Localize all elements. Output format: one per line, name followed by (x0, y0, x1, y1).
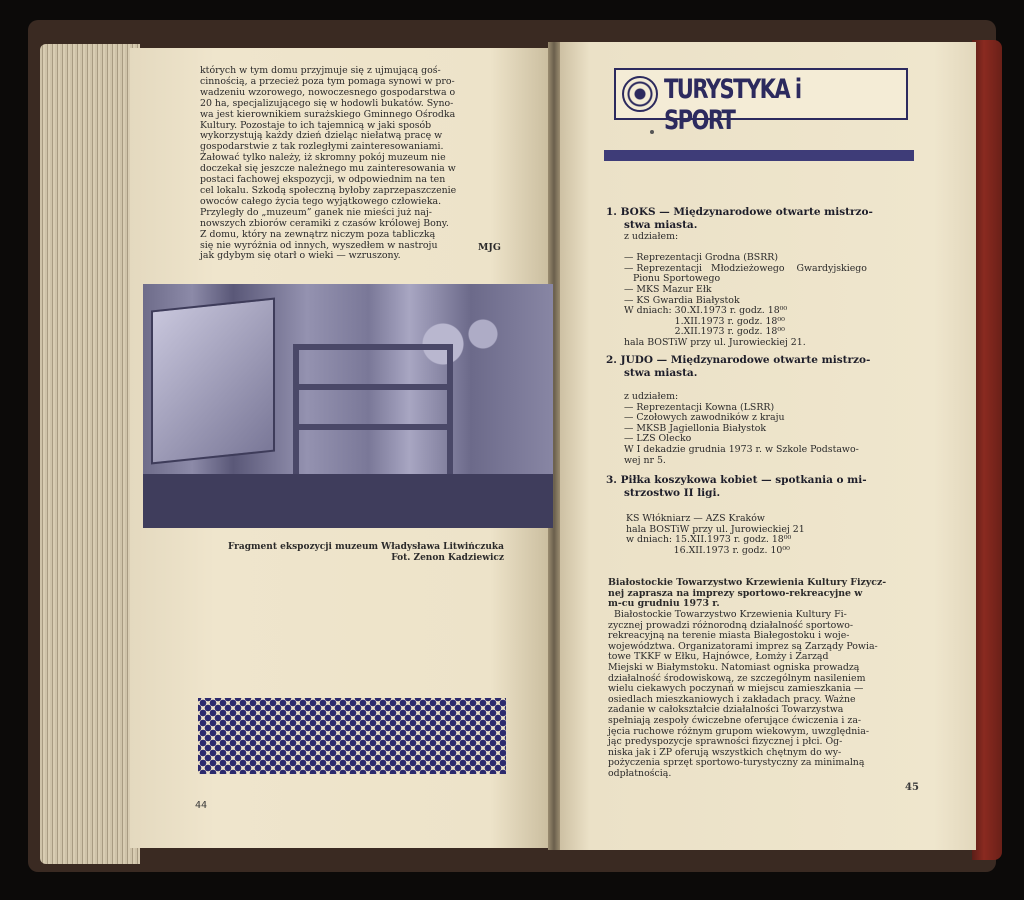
kosz-line: KS Włókniarz — AZS Kraków (626, 513, 765, 524)
btkkf-line: jęcia ruchowe różnym grupom wiekowym, uwzględnia- (608, 725, 869, 737)
author-signature: MJG (478, 242, 501, 253)
article-line: nowszych zbiorów ceramiki z czasów królowej Bony. (200, 217, 449, 229)
article-line: owoców całego życia tego wyjątkowego człowieka. (200, 195, 442, 207)
btkkf-line: spełniają zespoły ćwiczebne oferujące ćwiczenia i za- (608, 714, 862, 726)
btkkf-line: wielu ciekawych poczynań w miejscu zamieszkania — (608, 683, 864, 695)
btkkf-line: pożyczenia sprzęt sportowo-turystyczny za minimalną (608, 757, 865, 769)
article-line: których w tym domu przyjmuje się z ujmującą goś- (200, 65, 441, 76)
btkkf-line: Miejski w Białymstoku. Natomiast ogniska prowadzą (608, 661, 860, 673)
section-banner (614, 68, 908, 136)
judo-line: z udziałem: (624, 391, 679, 402)
btkkf-line: niska jak i ZP oferują wszystkich chętnym do wy- (608, 746, 842, 758)
print-dot (650, 130, 654, 134)
photo-shelf-post (447, 344, 453, 474)
decorative-checker-pattern (198, 698, 506, 774)
kosz-line: 16.XII.1973 r. godz. 10⁰⁰ (626, 544, 790, 556)
btkkf-line: rekreacyjną na terenie miasta Białegostoku i woje- (608, 630, 850, 642)
header-rule (604, 150, 914, 161)
photo-shelf (293, 344, 453, 350)
article-line: doczekał się jeszcze należnego mu zainteresowania w (200, 163, 456, 175)
boks-line: — Reprezentacji Grodna (BSRR) (624, 252, 778, 264)
judo-title-line1: 2. JUDO — Międzynarodowe otwarte mistrzo- (606, 354, 871, 366)
page-number-right: 45 (905, 782, 919, 793)
kosz-line: hala BOSTiW przy ul. Jurowieckiej 21 (626, 523, 805, 535)
article-line: Kultury. Pozostaje to ich tajemnicą w jaki sposób (200, 119, 432, 131)
museum-photo (143, 284, 553, 528)
article-line: wadzeniu wzorowego, nowoczesnego gospodarstwa o (200, 86, 456, 98)
caption-credit: Fot. Zenon Kadziewicz (391, 553, 504, 563)
photo-frame-object (151, 297, 275, 464)
btkkf-heading-line: nej zaprasza na imprezy sportowo-rekreacyjne w (608, 587, 863, 599)
kosz-line: w dniach: 15.XII.1973 r. godz. 18⁰⁰ (626, 534, 792, 546)
boks-title-line2: stwa miasta. (624, 219, 698, 231)
boks-line: 1.XII.1973 r. godz. 18⁰⁰ (624, 315, 785, 327)
judo-line: — LZS Olecko (624, 433, 692, 445)
photo-floor (143, 474, 553, 528)
article-line: cinnością, a przecież poza tym pomaga synowi w pro- (200, 75, 455, 87)
article-line: Żałować tylko należy, iż skromny pokój muzeum nie (200, 152, 446, 164)
btkkf-line: osiedlach mieszkaniowych i zakładach pracy. Ważne (608, 693, 856, 705)
boks-line: — Reprezentacji Młodzieżowego Gwardyjskiego (624, 262, 867, 274)
btkkf-line: odpłatnością. (608, 767, 672, 779)
cover-binding-edge (972, 40, 1002, 860)
boks-title-line1: 1. BOKS — Międzynarodowe otwarte mistrzo- (606, 206, 873, 218)
judo-line: — Reprezentacji Kowna (LSRR) (624, 401, 775, 413)
btkkf-line: Białostockie Towarzystwo Krzewienia Kultury Fi- (608, 609, 847, 620)
boks-line: W dniach: 30.XI.1973 r. godz. 18⁰⁰ (624, 305, 788, 317)
boks-line: — KS Gwardia Białystok (624, 294, 740, 306)
btkkf-heading-line: Białostockie Towarzystwo Krzewienia Kultury Fizycz- (608, 577, 887, 588)
boks-line: — MKS Mazur Ełk (624, 283, 712, 295)
judo-title (606, 354, 870, 380)
judo-title-line2: stwa miasta. (624, 367, 698, 379)
article-line: gospodarstwie z tak rozległymi zainteresowaniami. (200, 141, 444, 153)
boks-line: Pionu Sportowego (624, 273, 721, 285)
article-line: się nie wyróżnia od innych, wyszedłem w nastroju (200, 239, 438, 251)
btkkf-heading-line: m-cu grudniu 1973 r. (608, 598, 720, 610)
btkkf-heading (608, 578, 918, 610)
page-edges (40, 44, 140, 864)
page-number-left: 44 (195, 800, 208, 811)
compass-logo-icon (622, 76, 658, 112)
boks-line: 2.XII.1973 r. godz. 18⁰⁰ (624, 326, 785, 338)
article-line: postaci fachowej ekspozycji, w odpowiednim na ten (200, 174, 446, 186)
judo-line: wej nr 5. (624, 454, 666, 466)
boks-details (624, 232, 914, 349)
left-article-text (200, 66, 510, 262)
article-line: Z domu, który na zewnątrz niczym poza tabliczką (200, 228, 436, 240)
judo-details (624, 392, 914, 466)
boks-line: hala BOSTiW przy ul. Jurowieckiej 21. (624, 336, 806, 348)
btkkf-line: działalność środowiskową, ze szczególnym nasileniem (608, 672, 866, 684)
judo-line: W I dekadzie grudnia 1973 r. w Szkole Podstawo- (624, 443, 859, 455)
boks-title (606, 206, 873, 232)
kosz-title-line2: strzostwo II ligi. (624, 487, 721, 499)
btkkf-line: jąc predyspozycje sprawności fizycznej i płci. Og- (608, 736, 843, 748)
article-line: Przyległy do „muzeum” ganek nie mieści już naj- (200, 206, 432, 218)
caption-title: Fragment ekspozycji muzeum Władysława Litwińczuka (227, 542, 504, 552)
btkkf-body (608, 610, 918, 780)
judo-line: — Czołowych zawodników z kraju (624, 412, 785, 424)
article-line: wykorzystują każdy dzień dzieląc niełatwą pracę w (200, 130, 443, 142)
article-line: cel lokalu. Szkodą społeczną byłoby zaprzepaszczenie (200, 184, 457, 196)
article-line: 20 ha, specjalizującego się w hodowli bukatów. Syno- (200, 97, 454, 109)
kosz-title-line1: 3. Piłka koszykowa kobiet — spotkania o mi- (606, 474, 867, 486)
btkkf-line: towe TKKF w Ełku, Hajnówce, Łomży i Zarząd (608, 651, 829, 663)
photo-shelf (293, 424, 453, 430)
boks-line: z udziałem: (624, 231, 679, 242)
btkkf-line: zycznej prowadzi różnorodną działalność sportowo- (608, 619, 854, 631)
judo-line: — MKSB Jagiellonia Białystok (624, 422, 767, 434)
photo-shelf-post (293, 344, 299, 474)
btkkf-line: zadanie w całokształcie działalności Towarzystwa (608, 704, 844, 716)
article-line: jak gdybym się otarł o wieki — wzruszony. (200, 250, 401, 262)
btkkf-line: województwa. Organizatorami imprez są Zarządy Powia- (608, 640, 878, 652)
photo-caption (198, 542, 504, 564)
article-line: wa jest kierownikiem surażskiego Gminnego Ośrodka (200, 108, 456, 120)
photo-shelf (293, 384, 453, 390)
banner-title: TURYSTYKA i SPORT (664, 74, 801, 136)
kosz-details (626, 514, 916, 556)
kosz-title (606, 474, 867, 500)
